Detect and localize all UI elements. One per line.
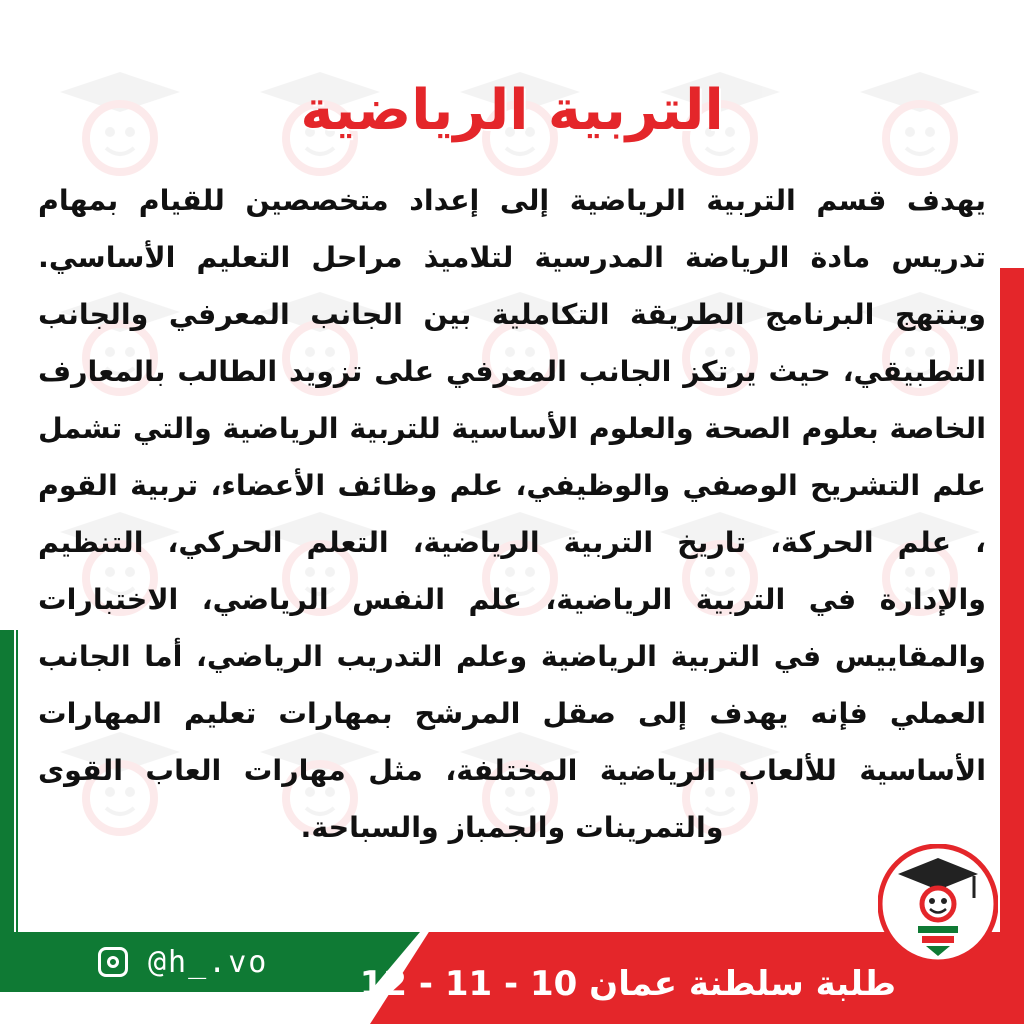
left-accent-bar	[0, 630, 14, 950]
instagram-icon	[98, 947, 128, 977]
social-handle[interactable]	[98, 940, 268, 984]
logo-icon	[878, 844, 998, 964]
footer-label: طلبة سلطنة عمان 10 - 11 - 12	[359, 964, 896, 1004]
right-accent-bar	[1000, 268, 1024, 938]
page-title: التربية الرياضية	[300, 78, 724, 143]
handle-text: @h_.vo	[148, 944, 269, 980]
body-paragraph: يهدف قسم التربية الرياضية إلى إعداد متخصصين للقيام بمهام تدريس مادة الرياضة المدرسية لتلاميذ مراحل التعليم الأساسي. وينتهج البرنامج الطريقة التكاملية بين الجانب المعرفي والجانب التطبيقي، حيث يرتكز الجانب المعرفي على تزويد الطالب بالمعارف الخاصة بعلوم الصحة والعلوم الأساسية للتربية الرياضية والتي تشمل علم التشريح الوصفي والوظيفي، علم وظائف الأعضاء، تربية القوم ، علم الحركة، تاريخ التربية الرياضية، التعلم الحركي، التنظيم والإدارة في التربية الرياضية، علم النفس الرياضي، الاختبارات والمقاييس في التربية الرياضية وعلم التدريب الرياضي، أما الجانب العملي فإنه يهدف إلى صقل المرشح بمهارات تعليم المهارات الأساسية للألعاب الرياضية المختلفة، مثل مهارات العاب القوى والتمرينات والجمباز والسباحة.	[38, 184, 986, 844]
